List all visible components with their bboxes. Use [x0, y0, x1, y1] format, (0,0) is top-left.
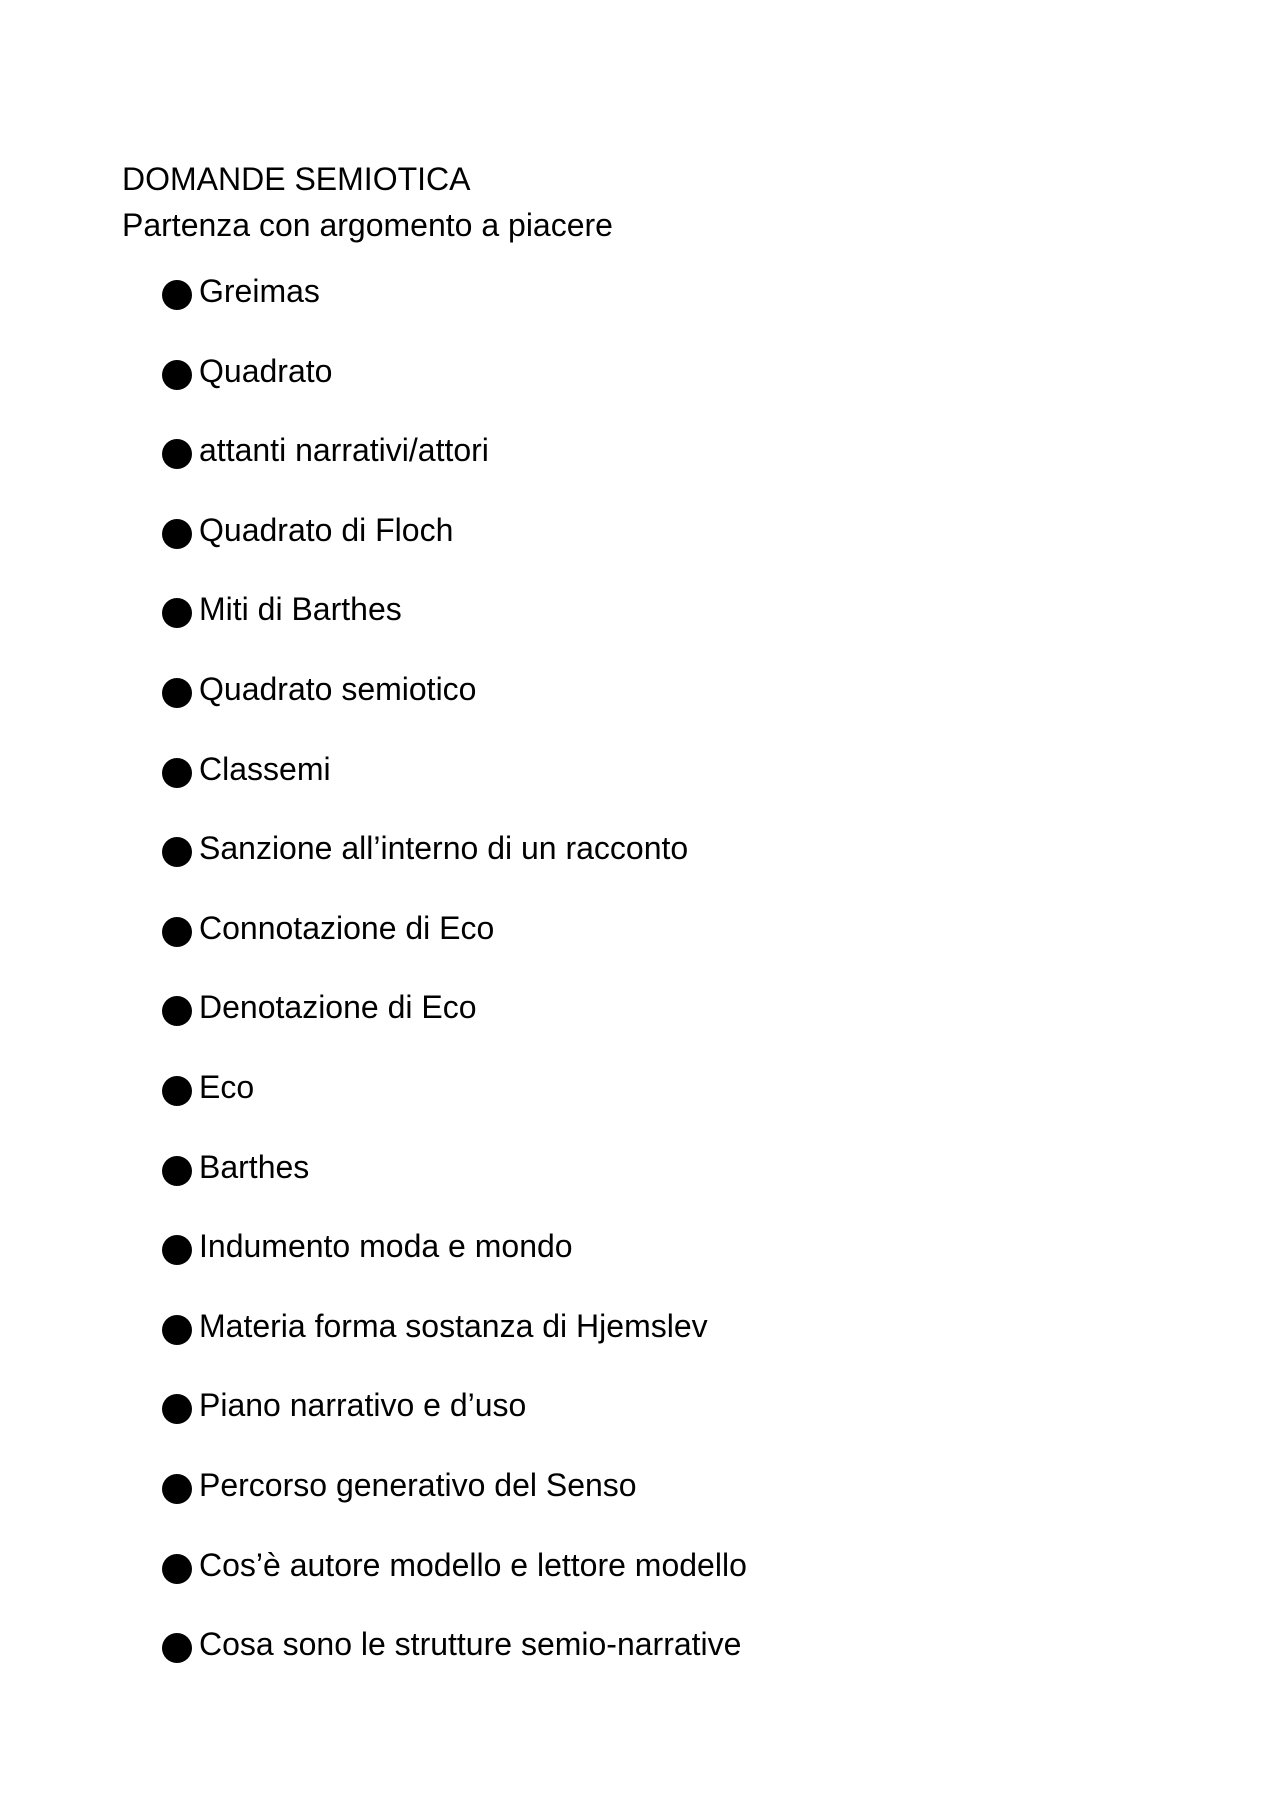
list-item-text: Sanzione all’interno di un racconto	[199, 830, 689, 867]
list-item-text: Cosa sono le strutture semio-narrative	[199, 1626, 742, 1663]
bullet-icon	[162, 1156, 192, 1186]
bullet-icon	[162, 519, 192, 549]
document-title: DOMANDE SEMIOTICA	[122, 161, 471, 197]
list-item-text: Percorso generativo del Senso	[199, 1466, 637, 1503]
list-item-text: Classemi	[199, 750, 331, 787]
bullet-icon	[162, 360, 192, 390]
list-item-text: attanti narrativi/attori	[199, 432, 489, 469]
bullet-icon	[162, 917, 192, 947]
document-subtitle: Partenza con argomento a piacere	[122, 207, 613, 243]
bullet-icon	[162, 439, 192, 469]
list-item-text: Denotazione di Eco	[199, 989, 477, 1026]
list-item-text: Indumento moda e mondo	[199, 1228, 573, 1265]
list-item-text: Barthes	[199, 1148, 310, 1185]
bullet-icon	[162, 1235, 192, 1265]
list-item-text: Quadrato semiotico	[199, 670, 477, 707]
bullet-icon	[162, 1076, 192, 1106]
list-item-text: Materia forma sostanza di Hjemslev	[199, 1307, 708, 1344]
bullet-icon	[162, 678, 192, 708]
bullet-icon	[162, 1633, 192, 1663]
bullet-icon	[162, 598, 192, 628]
bullet-icon	[162, 1474, 192, 1504]
bullet-icon	[162, 1394, 192, 1424]
bullet-icon	[162, 1554, 192, 1584]
list-item-text: Greimas	[199, 273, 320, 309]
list-item-text: Quadrato	[199, 352, 333, 389]
list-item-text: Connotazione di Eco	[199, 909, 495, 946]
list-item-text: Miti di Barthes	[199, 591, 402, 628]
bullet-icon	[162, 837, 192, 867]
list-item-text: Cos’è autore modello e lettore modello	[199, 1546, 747, 1583]
bullet-icon	[162, 280, 192, 310]
bullet-icon	[162, 1315, 192, 1345]
list-item-text: Eco	[199, 1068, 255, 1105]
list-item-text: Piano narrativo e d’uso	[199, 1387, 527, 1424]
list-item-text: Quadrato di Floch	[199, 511, 454, 548]
bullet-icon	[162, 758, 192, 788]
bullet-icon	[162, 996, 192, 1026]
